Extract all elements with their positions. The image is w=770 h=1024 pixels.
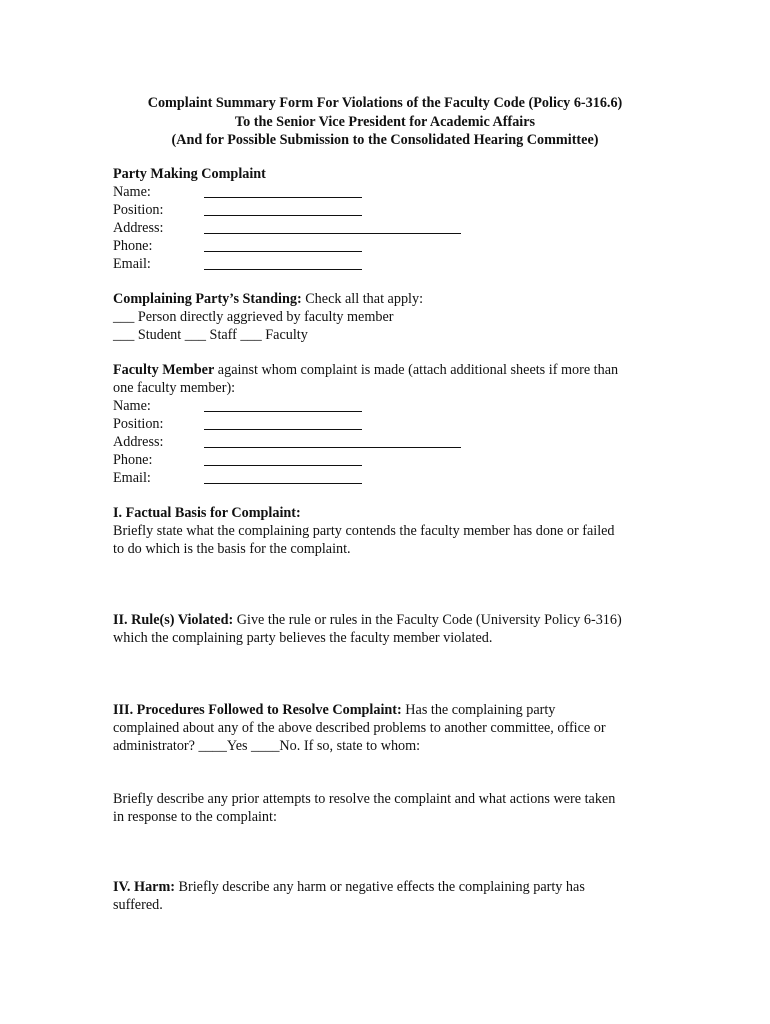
faculty-name-blank[interactable] bbox=[204, 411, 362, 412]
standing-heading: Complaining Party’s Standing: bbox=[113, 291, 302, 307]
section-2-text: Give the rule or rules in the Faculty Code (University Policy 6-316) bbox=[233, 612, 622, 628]
section-prior-attempts bbox=[113, 790, 663, 826]
section-3-text: Has the complaining party bbox=[401, 702, 556, 718]
party-name-label: Name: bbox=[113, 184, 151, 200]
party-position-blank[interactable] bbox=[204, 215, 362, 216]
party-position-label: Position: bbox=[113, 202, 164, 218]
party-address-blank[interactable] bbox=[204, 233, 461, 234]
faculty-position-field[interactable] bbox=[113, 415, 673, 433]
faculty-name-label: Name: bbox=[113, 398, 151, 414]
faculty-intro-line-1 bbox=[113, 361, 673, 379]
faculty-address-blank[interactable] bbox=[204, 447, 461, 448]
faculty-name-field[interactable] bbox=[113, 397, 673, 415]
party-section bbox=[113, 165, 673, 273]
party-email-field[interactable] bbox=[113, 255, 673, 273]
party-name-field[interactable] bbox=[113, 183, 673, 201]
section-1-heading: I. Factual Basis for Complaint: bbox=[113, 505, 301, 521]
faculty-position-blank[interactable] bbox=[204, 429, 362, 430]
section-4-heading: IV. Harm: bbox=[113, 879, 175, 895]
title-line-3: (And for Possible Submission to the Consolidated Hearing Committee) bbox=[171, 132, 599, 148]
section-4-line-2: suffered. bbox=[113, 897, 163, 913]
party-address-field[interactable] bbox=[113, 219, 673, 237]
section-1-line-2: to do which is the basis for the complaint. bbox=[113, 541, 351, 557]
faculty-email-field[interactable] bbox=[113, 469, 673, 487]
faculty-heading: Faculty Member bbox=[113, 362, 215, 378]
section-1-line-1: Briefly state what the complaining party contends the faculty member has done or failed bbox=[113, 523, 615, 539]
section-harm bbox=[113, 878, 663, 914]
title-line-2: To the Senior Vice President for Academic Affairs bbox=[234, 113, 536, 130]
section-4-text: Briefly describe any harm or negative effects the complaining party has bbox=[175, 879, 585, 895]
party-phone-label: Phone: bbox=[113, 238, 153, 254]
section-procedures bbox=[113, 701, 663, 755]
prior-attempts-line-1: Briefly describe any prior attempts to resolve the complaint and what actions were taken bbox=[113, 791, 616, 807]
faculty-address-field[interactable] bbox=[113, 433, 673, 451]
standing-section bbox=[113, 290, 673, 344]
party-name-blank[interactable] bbox=[204, 197, 362, 198]
standing-instruction: Check all that apply: bbox=[301, 291, 424, 307]
section-2-line-2: which the complaining party believes the faculty member violated. bbox=[113, 630, 493, 646]
party-heading: Party Making Complaint bbox=[113, 166, 266, 182]
faculty-phone-field[interactable] bbox=[113, 451, 673, 469]
title-line-1: Complaint Summary Form For Violations of the Faculty Code (Policy 6-316.6) bbox=[147, 95, 623, 111]
standing-option-roles[interactable]: ___ Student ___ Staff ___ Faculty bbox=[113, 327, 308, 343]
faculty-phone-label: Phone: bbox=[113, 452, 153, 468]
faculty-email-blank[interactable] bbox=[204, 483, 362, 484]
party-email-label: Email: bbox=[113, 256, 151, 272]
section-4-line-1 bbox=[113, 878, 663, 896]
standing-option-aggrieved[interactable]: ___ Person directly aggrieved by faculty member bbox=[113, 309, 394, 325]
party-email-blank[interactable] bbox=[204, 269, 362, 270]
section-3-line-1 bbox=[113, 701, 663, 719]
party-phone-blank[interactable] bbox=[204, 251, 362, 252]
party-position-field[interactable] bbox=[113, 201, 673, 219]
standing-heading-line bbox=[113, 290, 673, 308]
faculty-intro-text: against whom complaint is made (attach additional sheets if more than bbox=[214, 362, 619, 378]
faculty-section bbox=[113, 361, 673, 487]
section-rules-violated bbox=[113, 611, 663, 647]
party-address-label: Address: bbox=[113, 220, 164, 236]
faculty-email-label: Email: bbox=[113, 470, 151, 486]
faculty-address-label: Address: bbox=[113, 434, 164, 450]
section-3-line-2: complained about any of the above described problems to another committee, office or bbox=[113, 720, 606, 736]
section-2-line-1 bbox=[113, 611, 663, 629]
faculty-position-label: Position: bbox=[113, 416, 164, 432]
section-3-heading: III. Procedures Followed to Resolve Complaint: bbox=[113, 702, 402, 718]
faculty-phone-blank[interactable] bbox=[204, 465, 362, 466]
section-2-heading: II. Rule(s) Violated: bbox=[113, 612, 234, 628]
party-phone-field[interactable] bbox=[113, 237, 673, 255]
faculty-intro-line-2: one faculty member): bbox=[113, 380, 236, 396]
section-factual-basis bbox=[113, 504, 663, 558]
form-title bbox=[0, 94, 770, 150]
section-3-line-3[interactable]: administrator? ____Yes ____No. If so, state to whom: bbox=[113, 738, 421, 754]
prior-attempts-line-2: in response to the complaint: bbox=[113, 809, 277, 825]
